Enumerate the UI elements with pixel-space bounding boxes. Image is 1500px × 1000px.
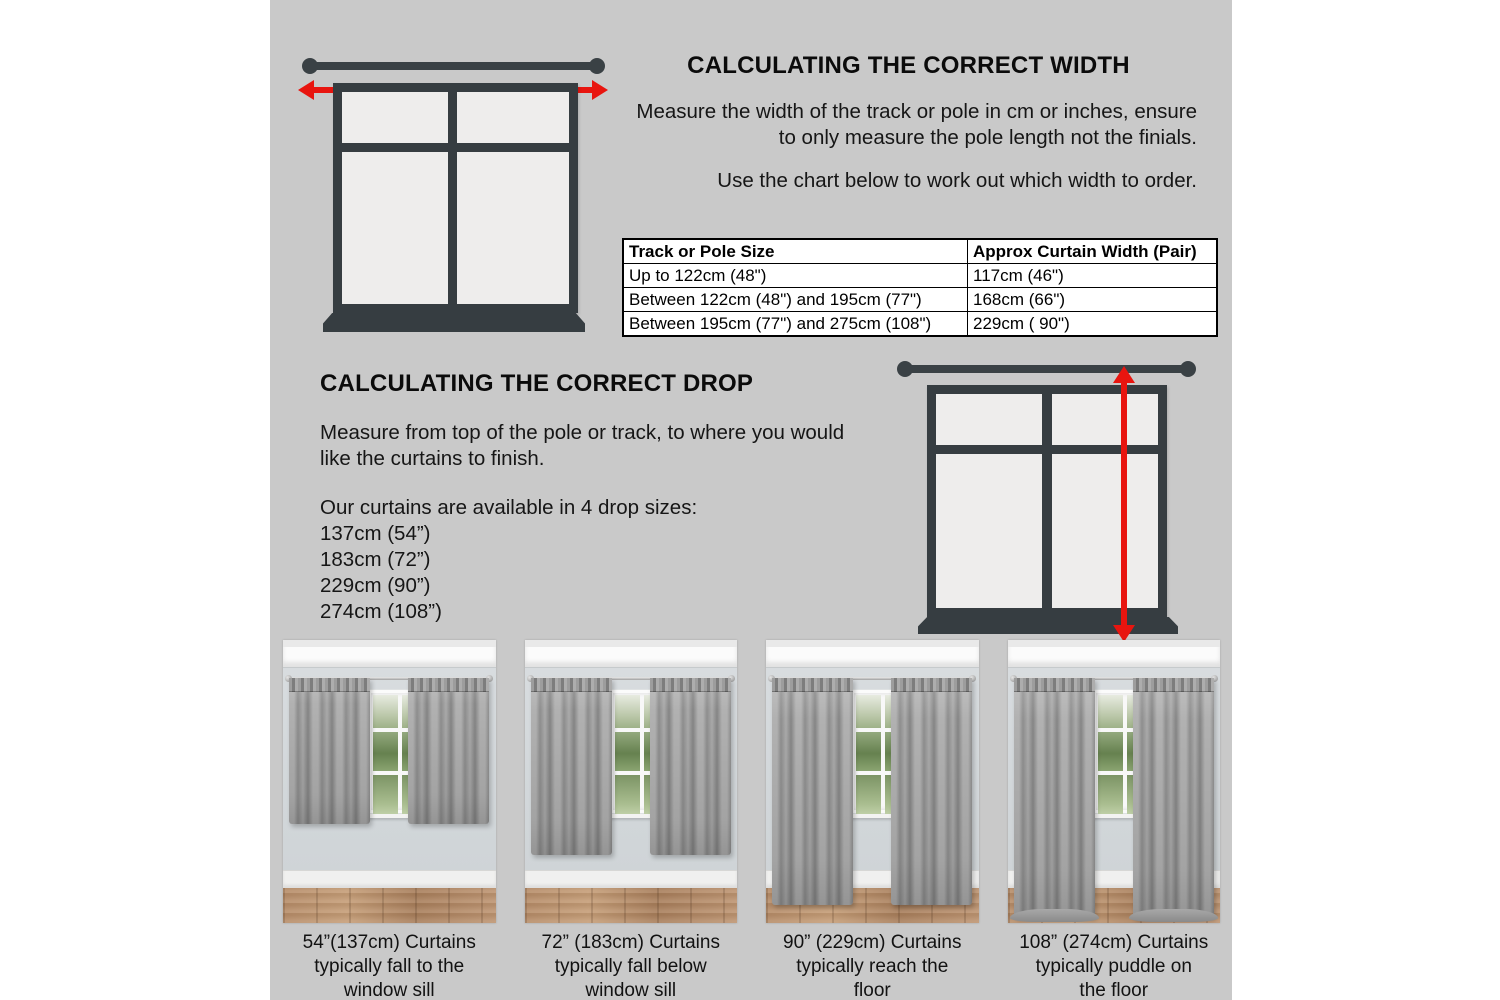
window-sill — [918, 617, 1178, 634]
curtain-panel-left — [531, 678, 612, 855]
curtain-panel-right — [408, 678, 489, 824]
photo-90-inch — [766, 640, 979, 1000]
window-pane — [1052, 454, 1158, 608]
ceiling — [525, 640, 738, 647]
skirting-board — [283, 870, 496, 888]
spacer — [610, 151, 1197, 168]
table-cell-width: 229cm ( 90") — [968, 312, 1218, 337]
window-pane — [342, 92, 448, 143]
photo-108-inch — [1008, 640, 1221, 1000]
curtain-photo-below-sill — [525, 640, 738, 923]
photo-caption: 72” (183cm) Curtains typically fall below window sill — [541, 932, 720, 1000]
table-row — [623, 264, 1217, 288]
drop-size-item: 183cm (72”) — [320, 548, 431, 571]
cornice — [1008, 647, 1221, 668]
width-instructions-line2: to only measure the pole length not the finials. — [778, 126, 1197, 149]
skirting-board — [525, 870, 738, 888]
chart-note: Use the chart below to work out which width to order. — [717, 169, 1197, 192]
drop-size-item: 274cm (108”) — [320, 600, 442, 623]
drop-sizes-intro: Our curtains are available in 4 drop sizes: — [320, 496, 698, 519]
table-cell-track: Between 195cm (77") and 275cm (108") — [623, 312, 968, 337]
curtain-photo-puddle-length — [1008, 640, 1221, 923]
ceiling — [283, 640, 496, 647]
pole-finial-right-icon — [589, 58, 605, 74]
drop-section-title: CALCULATING THE CORRECT DROP — [320, 370, 754, 397]
curtain-panel-right — [891, 678, 972, 904]
window-pane — [457, 92, 569, 143]
window-pane — [936, 454, 1042, 608]
photo-72-inch — [525, 640, 738, 1000]
photo-54-inch — [283, 640, 496, 1000]
width-instructions-line1: Measure the width of the track or pole in cm or inches, ensure — [636, 100, 1197, 123]
drop-size-item: 229cm (90”) — [320, 574, 431, 597]
window-illustration-width — [333, 83, 578, 313]
window-pane — [1052, 394, 1158, 445]
table-cell-width: 117cm (46") — [968, 264, 1218, 288]
photo-caption: 54”(137cm) Curtains typically fall to the window sill — [302, 932, 476, 1000]
table-cell-width: 168cm (66") — [968, 288, 1218, 312]
drop-measure-arrow-icon — [1113, 366, 1135, 642]
drop-instructions-line1: Measure from top of the pole or track, to where you would — [320, 421, 845, 444]
pole-finial-left-icon — [897, 361, 913, 377]
arrow-shaft — [1121, 379, 1127, 629]
drop-sizes-list — [320, 495, 880, 625]
width-instructions — [610, 99, 1197, 194]
photo-caption: 108” (274cm) Curtains typically puddle on the floor — [1019, 932, 1209, 1000]
curtain-panel-right — [1133, 678, 1214, 917]
ceiling — [766, 640, 979, 647]
table-row — [623, 312, 1217, 337]
pole-finial-left-icon — [302, 58, 318, 74]
drop-instructions — [320, 420, 880, 472]
cornice — [766, 647, 979, 668]
pole-finial-right-icon — [1180, 361, 1196, 377]
width-section-title: CALCULATING THE CORRECT WIDTH — [687, 52, 1130, 79]
cornice — [283, 647, 496, 668]
curtain-length-photo-strip — [283, 640, 1220, 1000]
window-pane — [457, 152, 569, 304]
table-cell-track: Up to 122cm (48") — [623, 264, 968, 288]
curtain-panel-left — [772, 678, 853, 904]
ceiling — [1008, 640, 1221, 647]
table-header-track-size: Track or Pole Size — [623, 239, 968, 264]
curtain-size-table — [622, 238, 1218, 337]
cornice — [525, 647, 738, 668]
guide-content-area — [270, 0, 1232, 1000]
table-header-row — [623, 239, 1217, 264]
window-pane — [342, 152, 448, 304]
wood-floor — [525, 888, 738, 923]
curtain-photo-sill-length — [283, 640, 496, 923]
curtain-panel-right — [650, 678, 731, 855]
table-header-curtain-width: Approx Curtain Width (Pair) — [968, 239, 1218, 264]
curtain-pole-illustration — [905, 365, 1188, 373]
window-pane — [936, 394, 1042, 445]
table-cell-track: Between 122cm (48") and 195cm (77") — [623, 288, 968, 312]
curtain-photo-floor-length — [766, 640, 979, 923]
curtain-pole-illustration — [310, 62, 597, 70]
table-row — [623, 288, 1217, 312]
curtain-panel-left — [1014, 678, 1095, 917]
wood-floor — [283, 888, 496, 923]
drop-size-item: 137cm (54”) — [320, 522, 431, 545]
window-sill — [323, 313, 585, 332]
drop-instructions-line2: like the curtains to finish. — [320, 447, 545, 470]
photo-caption: 90” (229cm) Curtains typically reach the floor — [783, 932, 962, 1000]
arrow-head-right-icon — [592, 80, 608, 100]
curtain-panel-left — [289, 678, 370, 824]
